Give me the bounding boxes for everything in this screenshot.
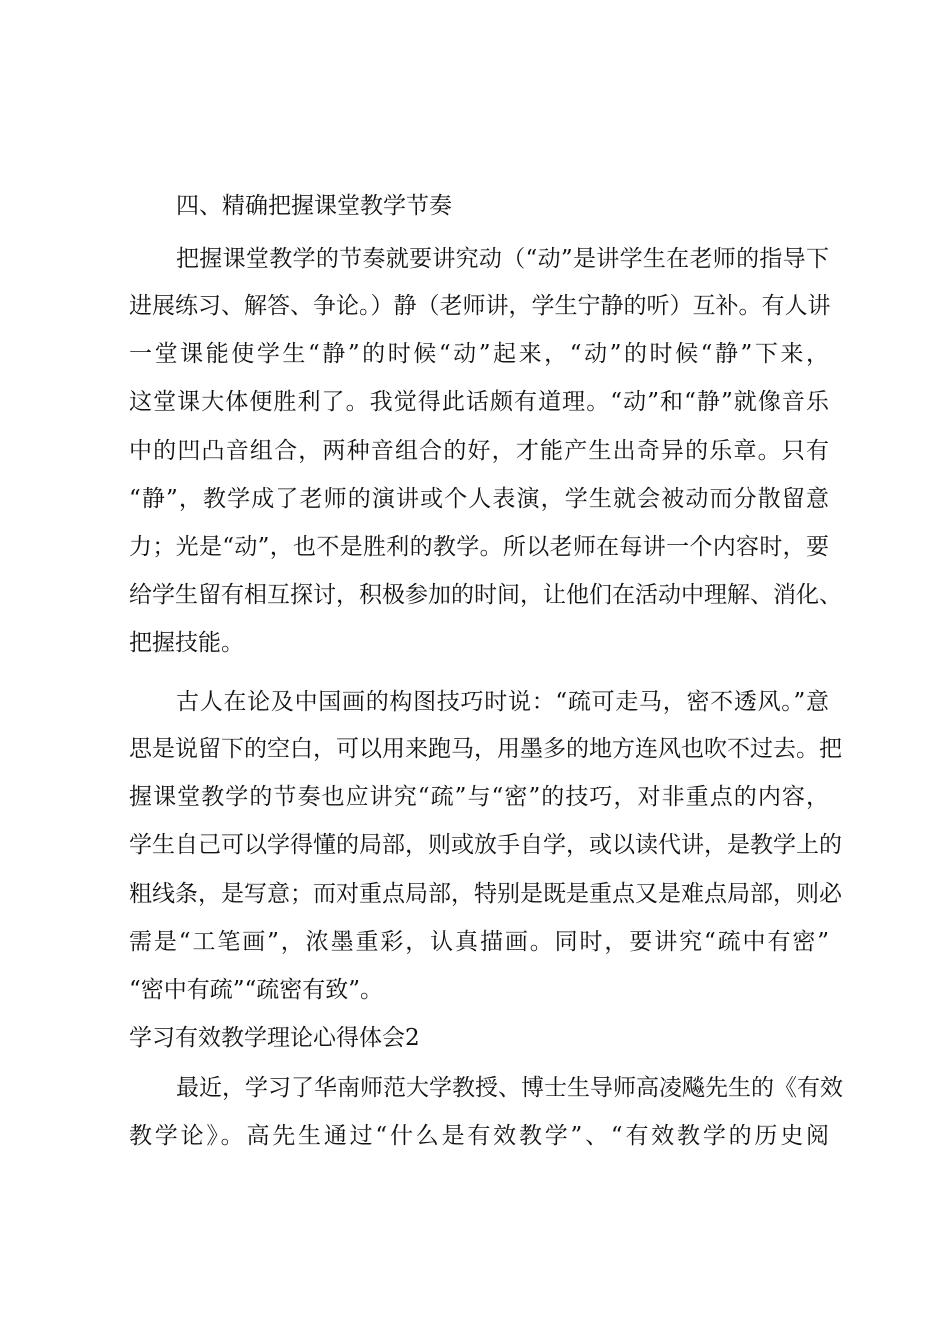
paragraph-line: 古人在论及中国画的构图技巧时说：“疏可走马，密不透风。”意 [176,689,829,715]
paragraph-line: 进展练习、解答、争论。）静（老师讲，学生宁静的听）互补。有人讲 [129,293,831,319]
article-title: 学习有效教学理论心得体会2 [129,1025,420,1051]
paragraph-line: “静”，教学成了老师的演讲或个人表演，学生就会被动而分散留意 [129,486,829,512]
paragraph-line: 给学生留有相互探讨，积极参加的时间，让他们在活动中理解、消化、 [129,582,842,608]
paragraph-line: 把握课堂教学的节奏就要讲究动（“动”是讲学生在老师的指导下 [176,246,829,272]
paragraph-line: 最近，学习了华南师范大学教授、博士生导师高凌飚先生的《有效 [176,1075,843,1101]
paragraph-line: 需是“工笔画”，浓墨重彩，认真描画。同时，要讲究“疏中有密” [129,929,829,955]
paragraph-line: 一堂课能使学生“静”的时候“动”起来，“动”的时候“静”下来， [129,341,829,367]
section-heading: 四、精确把握课堂教学节奏 [176,193,452,219]
paragraph-line: 握课堂教学的节奏也应讲究“疏”与“密”的技巧，对非重点的内容， [129,784,829,810]
paragraph-line: 这堂课大体便胜利了。我觉得此话颇有道理。“动”和“静”就像音乐 [129,389,829,415]
paragraph-line: 教学论》。高先生通过“什么是有效教学”、“有效教学的历史阅 [129,1123,829,1149]
paragraph-line: 中的凹凸音组合，两种音组合的好，才能产生出奇异的乐章。只有 [129,438,829,464]
paragraph-line: “密中有疏”“疏密有致”。 [129,977,384,1003]
paragraph-line: 学生自己可以学得懂的局部，则或放手自学，或以读代讲，是教学上的 [129,832,842,858]
paragraph-line: 思是说留下的空白，可以用来跑马，用墨多的地方连风也吹不过去。把 [129,736,842,762]
paragraph-line: 把握技能。 [129,630,244,656]
paragraph-line: 力；光是“动”，也不是胜利的教学。所以老师在每讲一个内容时，要 [129,534,829,560]
paragraph-line: 粗线条，是写意；而对重点局部，特别是既是重点又是难点局部，则必 [129,881,842,907]
